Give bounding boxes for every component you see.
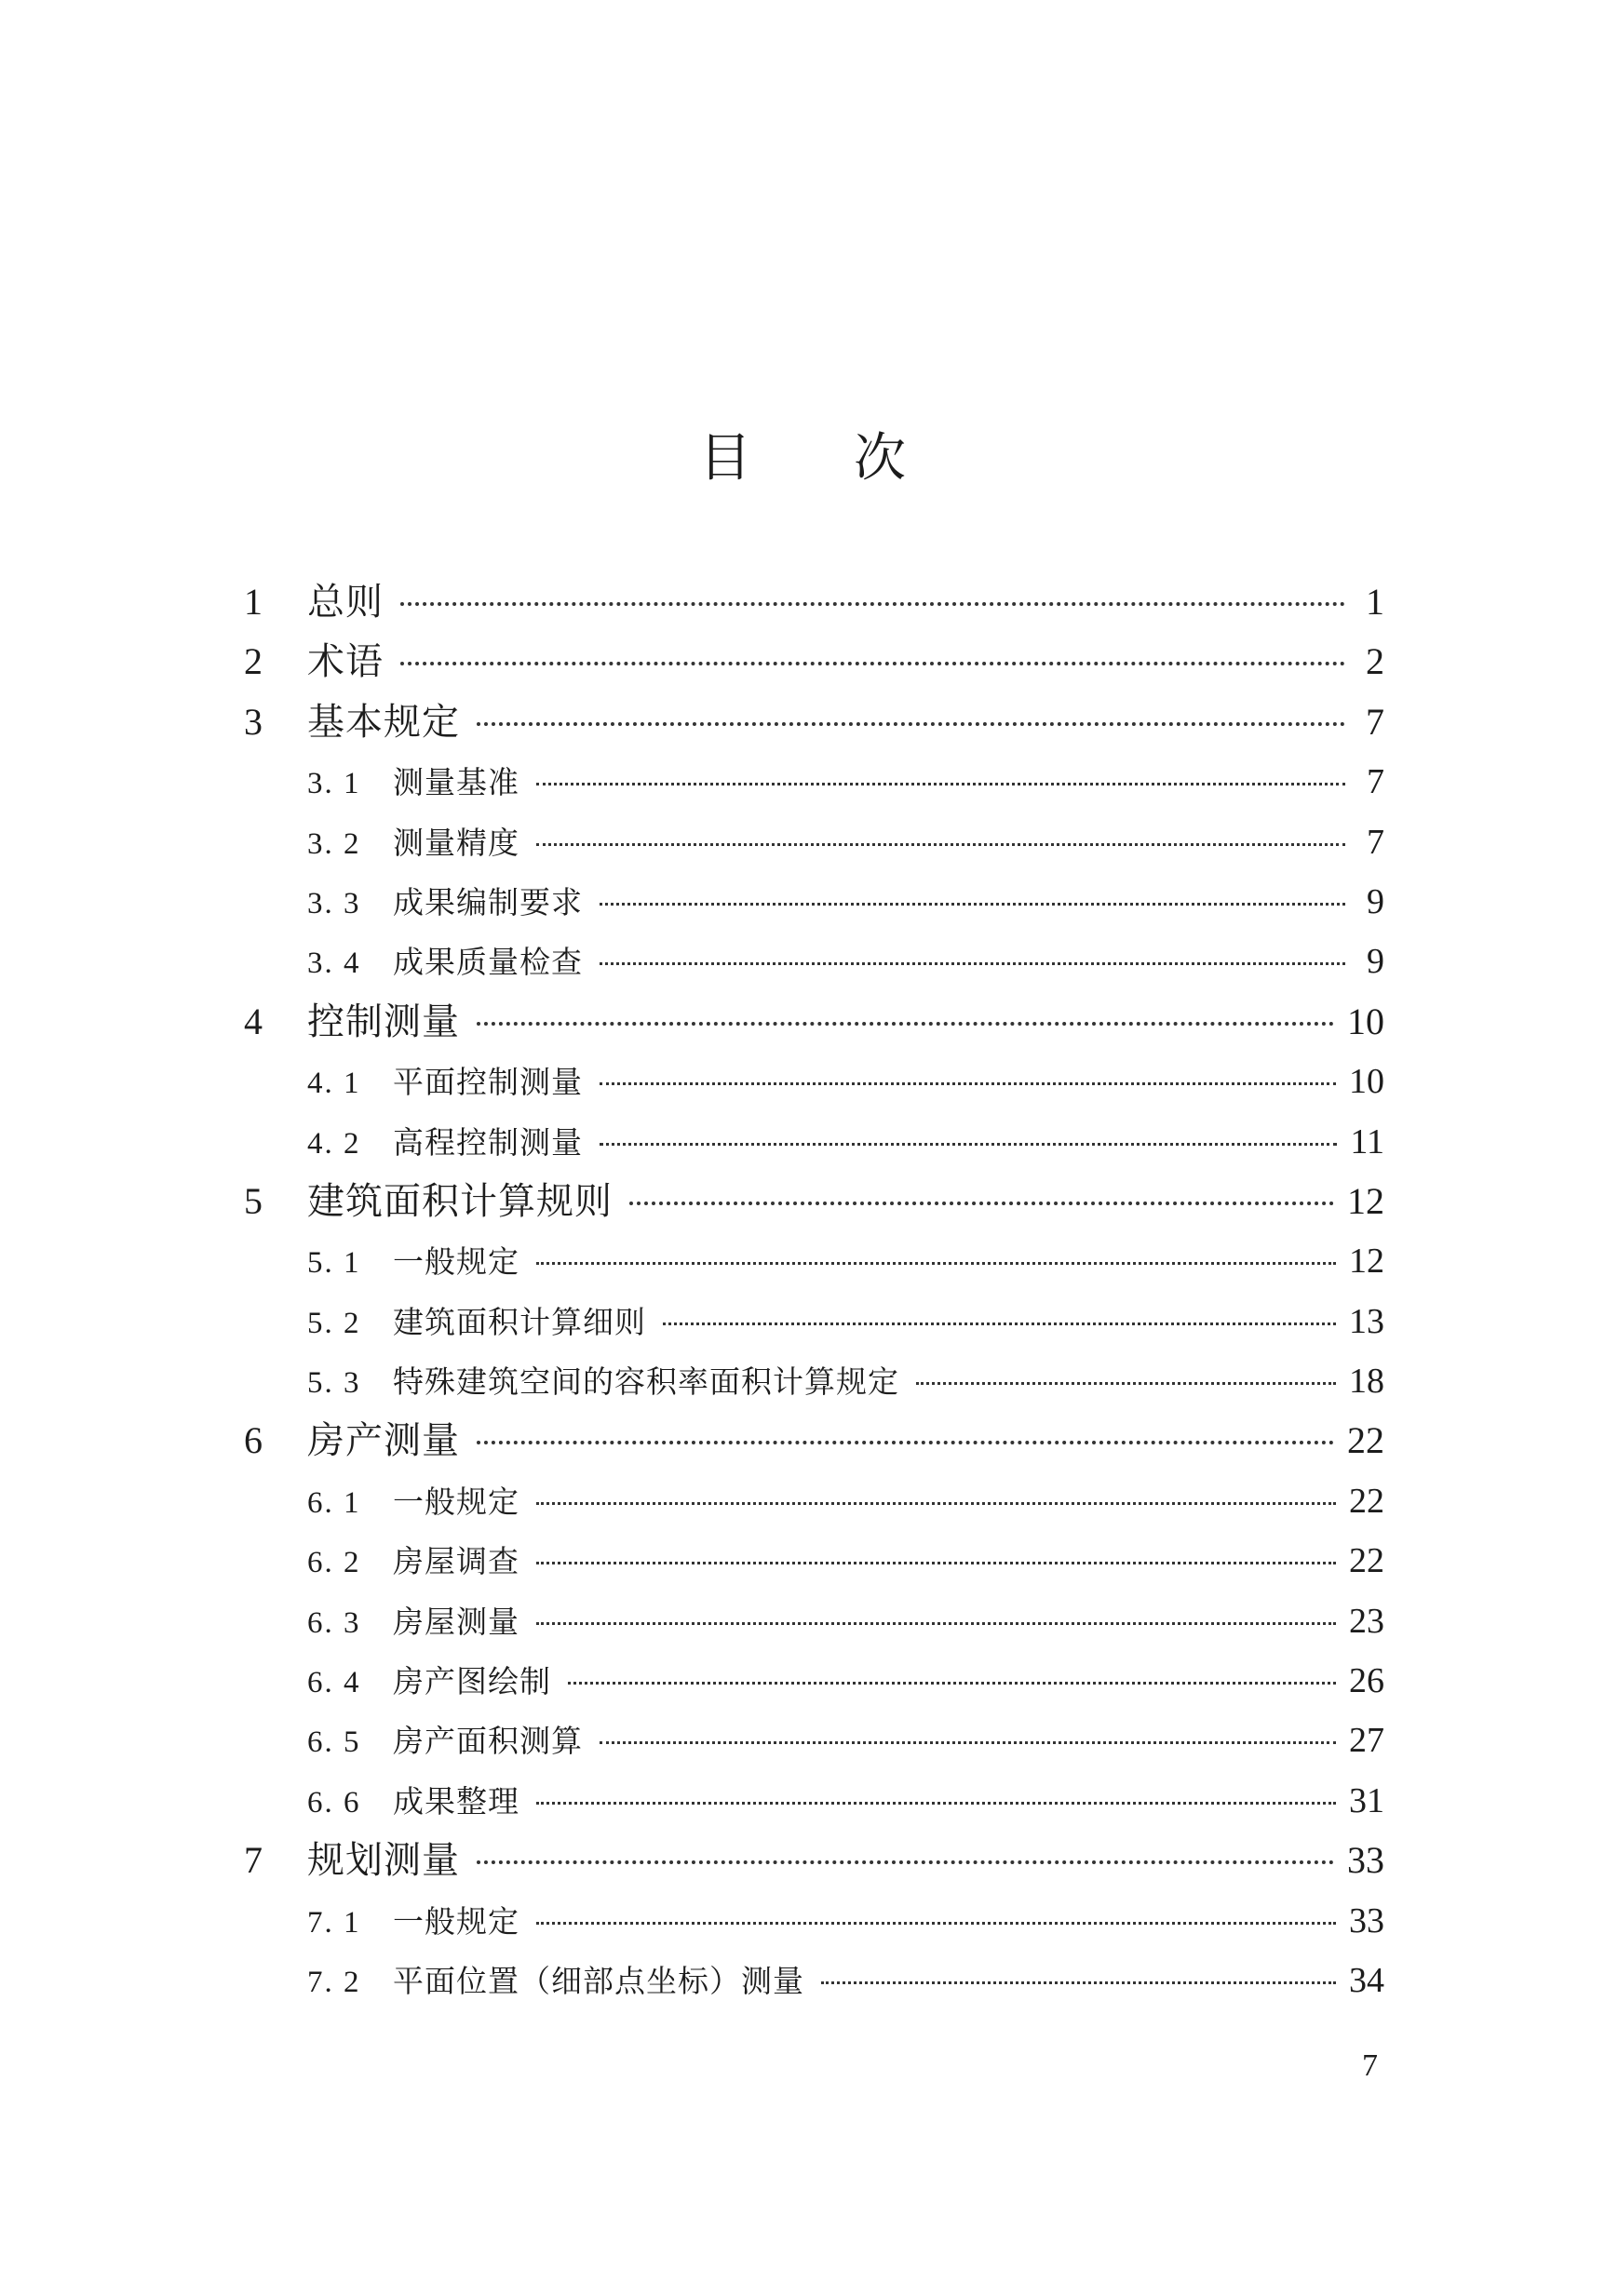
toc-section-entry [244, 1891, 1384, 1951]
toc-entry-number: 6. 1 [307, 1485, 361, 1520]
toc-entry-title: 一般规定 [393, 1243, 519, 1281]
page-title: 目次 [699, 427, 1008, 489]
dot-leader [663, 1323, 1336, 1325]
dot-leader [400, 602, 1345, 606]
toc-section-entry [244, 1351, 1384, 1411]
dot-leader [600, 1082, 1336, 1085]
toc-chapter-entry [244, 572, 1384, 632]
toc-entry-title: 平面位置（细部点坐标）测量 [393, 1962, 804, 1999]
toc-chapter-entry [244, 1411, 1384, 1470]
toc-entry-number: 5. 3 [307, 1366, 361, 1401]
toc-entry-title: 建筑面积计算规则 [307, 1179, 613, 1223]
dot-leader [600, 962, 1345, 965]
toc-entry-number: 2 [244, 640, 263, 683]
toc-section-entry [244, 1471, 1384, 1531]
toc-entry-number: 5 [244, 1179, 263, 1222]
toc-entry-page: 33 [1347, 1839, 1384, 1882]
dot-leader [600, 1741, 1336, 1744]
dot-leader [600, 903, 1345, 906]
toc-entry-page: 31 [1349, 1780, 1384, 1820]
toc-entry-page: 11 [1350, 1121, 1384, 1161]
toc-entry-title: 规划测量 [307, 1839, 460, 1883]
toc-entry-title: 建筑面积计算细则 [393, 1303, 646, 1340]
toc-entry-title: 房产面积测算 [393, 1723, 583, 1760]
dot-leader [536, 1262, 1336, 1265]
toc-entry-title: 控制测量 [307, 1000, 460, 1043]
toc-entry-title: 总则 [307, 581, 384, 624]
toc-entry-page: 26 [1349, 1661, 1384, 1701]
toc-entry-number: 5. 1 [307, 1246, 361, 1281]
dot-leader [629, 1202, 1334, 1205]
toc-section-entry [244, 1951, 1384, 2010]
toc-entry-page: 22 [1349, 1481, 1384, 1521]
toc-entry-number: 6. 4 [307, 1666, 361, 1700]
toc-entry-page: 27 [1349, 1721, 1384, 1761]
toc-entry-title: 成果编制要求 [393, 883, 583, 920]
toc-entry-page: 22 [1347, 1419, 1384, 1462]
toc-entry-page: 2 [1366, 640, 1384, 683]
toc-entry-number: 6 [244, 1419, 263, 1462]
toc-entry-title: 平面控制测量 [393, 1064, 583, 1101]
toc-entry-number: 1 [244, 581, 263, 623]
toc-entry-number: 3. 4 [307, 947, 361, 981]
table-of-contents [244, 572, 1384, 2010]
toc-entry-title: 测量精度 [393, 824, 519, 861]
toc-entry-page: 9 [1367, 881, 1384, 921]
toc-entry-number: 4. 2 [307, 1126, 361, 1161]
toc-entry-number: 6. 3 [307, 1605, 361, 1640]
toc-entry-number: 3. 1 [307, 767, 361, 801]
toc-entry-title: 成果质量检查 [393, 944, 583, 981]
toc-entry-number: 7 [244, 1839, 263, 1882]
toc-entry-title: 术语 [307, 640, 384, 684]
toc-entry-title: 一般规定 [393, 1902, 519, 1940]
dot-leader [536, 1802, 1336, 1805]
toc-section-entry [244, 1531, 1384, 1591]
toc-chapter-entry [244, 1172, 1384, 1231]
toc-entry-title: 房产图绘制 [393, 1663, 551, 1700]
toc-entry-title: 一般规定 [393, 1483, 519, 1520]
toc-entry-page: 13 [1349, 1301, 1384, 1341]
dot-leader [477, 722, 1345, 726]
toc-section-entry [244, 932, 1384, 991]
toc-chapter-entry [244, 1831, 1384, 1890]
toc-entry-page: 10 [1347, 1000, 1384, 1042]
toc-entry-page: 7 [1367, 762, 1384, 802]
toc-entry-number: 4. 1 [307, 1067, 361, 1101]
toc-entry-title: 房屋调查 [393, 1543, 519, 1580]
dot-leader [536, 1922, 1336, 1925]
toc-entry-number: 3. 2 [307, 826, 361, 861]
toc-chapter-entry [244, 632, 1384, 691]
toc-entry-number: 7. 1 [307, 1905, 361, 1940]
toc-entry-page: 34 [1349, 1960, 1384, 2000]
dot-leader [536, 783, 1345, 785]
dot-leader [600, 1143, 1337, 1146]
dot-leader [536, 1502, 1336, 1505]
dot-leader [821, 1981, 1336, 1984]
toc-section-entry [244, 1292, 1384, 1351]
toc-entry-page: 23 [1349, 1601, 1384, 1641]
toc-entry-number: 6. 6 [307, 1785, 361, 1819]
toc-entry-title: 测量基准 [393, 764, 519, 801]
dot-leader [536, 1562, 1336, 1564]
dot-leader [477, 1441, 1334, 1444]
toc-section-entry [244, 1711, 1384, 1770]
toc-entry-title: 特殊建筑空间的容积率面积计算规定 [393, 1363, 899, 1401]
toc-section-entry [244, 1112, 1384, 1172]
toc-section-entry [244, 1052, 1384, 1111]
toc-entry-number: 5. 2 [307, 1306, 361, 1340]
toc-entry-page: 9 [1367, 942, 1384, 982]
toc-entry-title: 成果整理 [393, 1782, 519, 1819]
toc-entry-page: 10 [1349, 1062, 1384, 1102]
dot-leader [568, 1682, 1336, 1685]
toc-entry-title: 高程控制测量 [393, 1123, 583, 1161]
toc-section-entry [244, 1771, 1384, 1831]
toc-entry-number: 6. 2 [307, 1546, 361, 1580]
toc-entry-page: 1 [1366, 581, 1384, 623]
toc-chapter-entry [244, 992, 1384, 1052]
toc-entry-number: 6. 5 [307, 1725, 361, 1760]
toc-entry-number: 7. 2 [307, 1965, 361, 1999]
toc-entry-number: 3. 3 [307, 886, 361, 920]
toc-entry-title: 房屋测量 [393, 1603, 519, 1640]
toc-entry-page: 12 [1349, 1242, 1384, 1282]
toc-entry-page: 7 [1367, 822, 1384, 862]
toc-section-entry [244, 872, 1384, 932]
toc-section-entry [244, 752, 1384, 812]
dot-leader [400, 662, 1345, 665]
dot-leader [477, 1022, 1334, 1026]
toc-entry-page: 12 [1347, 1179, 1384, 1222]
toc-entry-page: 33 [1349, 1900, 1384, 1940]
dot-leader [536, 1622, 1336, 1625]
dot-leader [916, 1382, 1336, 1385]
dot-leader [536, 843, 1345, 846]
page-number: 7 [1362, 2048, 1378, 2083]
toc-section-entry [244, 1591, 1384, 1651]
toc-entry-title: 基本规定 [307, 700, 460, 744]
toc-entry-page: 22 [1349, 1541, 1384, 1581]
toc-entry-page: 18 [1349, 1362, 1384, 1402]
toc-entry-number: 3 [244, 700, 263, 743]
toc-entry-number: 4 [244, 1000, 263, 1042]
toc-section-entry [244, 812, 1384, 872]
toc-entry-page: 7 [1366, 700, 1384, 743]
toc-chapter-entry [244, 692, 1384, 752]
toc-section-entry [244, 1651, 1384, 1711]
toc-section-entry [244, 1231, 1384, 1291]
toc-entry-title: 房产测量 [307, 1419, 460, 1463]
dot-leader [477, 1860, 1334, 1864]
